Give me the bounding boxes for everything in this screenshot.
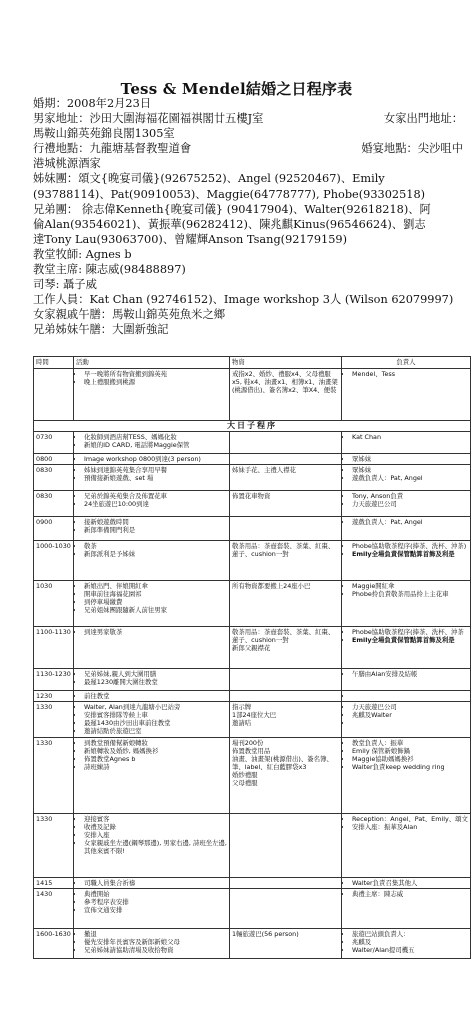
activity-cell-list: [76, 879, 227, 887]
section-title: 大日子程序: [34, 421, 471, 432]
items-cell: 姊妹手花、主禮人襟花: [230, 465, 342, 491]
time-cell: 1230: [34, 691, 74, 702]
list-item: • 典禮開始: [84, 890, 227, 898]
person-cell-list: [344, 433, 468, 441]
list-item: • Walter負責召集其他人: [352, 879, 468, 887]
table-row: [34, 702, 471, 738]
activity-cell: [74, 878, 230, 889]
list-item: • Emily全場負責保管黠算首飾及利是: [352, 550, 468, 558]
header-info: [33, 96, 463, 338]
list-item: • 收禮及記錄: [84, 823, 227, 831]
person-cell-list: [344, 518, 468, 526]
list-item: • 24坐旅遊巴10:00到達: [84, 500, 227, 508]
person-cell-list: [344, 628, 468, 644]
table-row: [34, 878, 471, 889]
person-cell: [342, 702, 471, 738]
activity-cell: [74, 738, 230, 814]
person-cell: [342, 369, 471, 421]
list-item: • 兄弟於錦英苑集合及佈置花車: [84, 492, 227, 500]
list-item: • Emily 保管新娘飾鍋: [352, 747, 468, 755]
list-item: • Maggie開紅傘: [352, 582, 468, 590]
person-cell: [342, 491, 471, 517]
list-item: • Phobe協助敬茶程序(捧茶、洗杯、沖茶: [352, 628, 468, 636]
time-cell: 1430: [34, 889, 74, 929]
time-cell: 1000-1030: [34, 541, 74, 581]
wedding-date: 婚期：2008年2月23日: [33, 97, 152, 110]
items-cell: [230, 669, 342, 691]
list-item: • 姊妹到達錦英苑集合享用早餐: [84, 466, 227, 474]
list-item: • 典禮主席：陳志威: [352, 890, 468, 898]
activity-cell-list: [76, 455, 227, 463]
person-cell: [342, 541, 471, 581]
list-item: [352, 692, 468, 700]
list-item: • 參考程序表安排: [84, 898, 227, 906]
activity-cell-list: [76, 815, 227, 855]
time-cell: 1600-1630: [34, 929, 74, 959]
time-cell: 0730: [34, 432, 74, 454]
person-cell: [342, 581, 471, 627]
venue-line: [33, 141, 463, 156]
groom-address: 男家地址：沙田大圍海福花園福祺閣廿五樓J室: [33, 112, 264, 126]
list-item: • Kat Chan: [352, 433, 468, 441]
activity-cell-list: [76, 930, 227, 954]
list-item: • Image workshop 0800到達(3 person): [84, 455, 227, 463]
list-item: • 女家親戚坐左邊(鋼琴那邊), 男家右邊, 詩班坐左邊, 其他來賓不限!: [84, 839, 227, 855]
person-cell-list: [344, 703, 468, 727]
list-item: • 兄弟姐妹團跟隨新人前往男家: [84, 606, 227, 614]
table-row: [34, 669, 471, 691]
table-row: [34, 581, 471, 627]
list-item: • 化妝師到酒店幫TESS、媽媽化妝: [84, 433, 227, 441]
list-item: • 優先安排年長賓客及新郎新娘父母: [84, 938, 227, 946]
bride-family-lunch: 女家親戚午膳：馬鞍山錦英苑魚米之鄉: [33, 308, 226, 322]
list-item: • Walter負責keep wedding ring: [352, 763, 468, 771]
schedule-table: [33, 356, 471, 959]
activity-cell-list: [76, 692, 227, 700]
ceremony-venue: 行禮地點：九龍塘基督教聖道會: [33, 142, 192, 156]
list-item: • 邀請結點於旅遊巴室: [84, 727, 227, 735]
activity-cell: [74, 517, 230, 541]
list-item: • Walter, Alan到達九龍塘小巴站旁: [84, 703, 227, 711]
list-item: • 佈置教堂Agnes b: [84, 755, 227, 763]
activity-cell: [74, 889, 230, 929]
items-cell: [230, 691, 342, 702]
person-cell-list: [344, 815, 468, 831]
table-row: [34, 454, 471, 465]
list-item: • 兄弟姊妹,親人到大圍用膳: [84, 670, 227, 678]
time-cell: 1330: [34, 702, 74, 738]
items-cell: 佈置花車物資: [230, 491, 342, 517]
table-row: [34, 432, 471, 454]
table-row: [34, 517, 471, 541]
list-item: • 新郎準備開門利是: [84, 526, 227, 534]
list-item: • 旅遊巴站頭負責人：: [352, 930, 468, 938]
activity-cell: [74, 465, 230, 491]
activity-cell-list: [76, 703, 227, 735]
list-item: • 最遲1430由沙田出車前往教堂: [84, 719, 227, 727]
person-cell: [342, 929, 471, 959]
list-item: [352, 719, 468, 727]
person-cell: [342, 432, 471, 454]
time-cell: 1330: [34, 738, 74, 814]
list-item: • 撤退: [84, 930, 227, 938]
brothers-lunch: 兄弟姊妹午膳：大圍新強記: [33, 323, 169, 337]
activity-cell: [74, 541, 230, 581]
time-cell: 1330: [34, 814, 74, 878]
list-item: • 遊戲負責人：Pat, Angel: [352, 518, 468, 526]
activity-cell: [74, 369, 230, 421]
activity-cell-list: [76, 466, 227, 482]
list-item: • Reception：Angel、Pat、Emily、頌文: [352, 815, 468, 823]
activity-cell-list: [76, 739, 227, 771]
list-item: • 詩班練詩: [84, 763, 227, 771]
items-cell: [230, 814, 342, 878]
person-cell: [342, 465, 471, 491]
activity-cell: [74, 491, 230, 517]
table-row: [34, 541, 471, 581]
person-cell: [342, 738, 471, 814]
person-cell-list: [344, 466, 468, 482]
list-item: • 迎接賓客: [84, 815, 227, 823]
list-item: • 力天旅遊巴公司: [352, 703, 468, 711]
list-item: • Phobe拎負責敬茶用品拎上主花車: [352, 590, 468, 598]
items-cell: 場刊200份 佈置教堂用品 油畫、油畫架(桃源借出)、簽名簿、筆、label、紅白藍膠袋x3 婚紗禮服 父母禮服: [230, 738, 342, 814]
col-header-activity: 活動: [74, 357, 230, 369]
person-cell: [342, 454, 471, 465]
activity-cell-list: [76, 670, 227, 686]
person-cell: [342, 669, 471, 691]
activity-cell-list: [76, 542, 227, 558]
pastor: 教堂牧師: Agnes b: [33, 247, 132, 261]
table-row: [34, 627, 471, 669]
time-cell: 1130-1230: [34, 669, 74, 691]
list-item: • 到停車場繳費: [84, 598, 227, 606]
list-item: • Mendel、Tess: [352, 370, 468, 378]
table-row: [34, 814, 471, 878]
table-header-row: [34, 357, 471, 369]
activity-cell: [74, 814, 230, 878]
time-cell: 1030: [34, 581, 74, 627]
list-item: • 兄弟姊妹請協助清場及收拾物資: [84, 946, 227, 954]
host: 教堂主席: 陳志威(98488897): [33, 263, 186, 277]
activity-cell: [74, 432, 230, 454]
col-header-person: 負責人: [342, 357, 471, 369]
person-cell-list: [344, 879, 468, 887]
activity-cell: [74, 581, 230, 627]
items-cell: 敬茶用品：茶壺套裝、茶葉、紅棗、蓮子、cushion一對 新郎父親襟花: [230, 627, 342, 669]
activity-cell: [74, 691, 230, 702]
list-item: • 眾姊妹: [352, 466, 468, 474]
table-row: [34, 738, 471, 814]
list-item: • 早一晚將所有物資搬到錦英苑: [84, 370, 227, 378]
list-item: • 安排賓客排隊等候上車: [84, 711, 227, 719]
bridesmaids-line-2: (93788114)、Pat(90910053)、Maggie(64778777), Phobe(93302518): [33, 187, 426, 201]
person-cell: [342, 627, 471, 669]
list-item: • 兆麒及Walter: [352, 711, 468, 719]
table-row: [34, 465, 471, 491]
person-cell: [342, 814, 471, 878]
list-item: • 司職人員集合祈禱: [84, 879, 227, 887]
activity-cell-list: [76, 582, 227, 614]
person-cell-list: [344, 455, 468, 463]
table-row: [34, 691, 471, 702]
list-item: • 新郎派利是予姊妹: [84, 550, 227, 558]
activity-cell-list: [76, 628, 227, 636]
organist: 司琴: 聶子威: [33, 278, 97, 292]
list-item: • 開車前往海福花園祁: [84, 590, 227, 598]
person-cell: [342, 878, 471, 889]
bride-address: 馬鞍山錦英苑錦良閣1305室: [33, 127, 175, 141]
list-item: • 午膳由Alan安排及結帳: [352, 670, 468, 678]
list-item: • 教堂負責人：振華: [352, 739, 468, 747]
activity-cell: [74, 454, 230, 465]
list-item: • 安排入座: [84, 831, 227, 839]
time-cell: 0830: [34, 491, 74, 517]
items-cell: 戒指x2、婚紗、禮服x4、父母禮服x5, 鞋x4、油畫x1、相簿x1、油畫架(桃源借出)、簽名簿x2、筆X4、便裝: [230, 369, 342, 421]
list-item: • 新娘的ID CARD, 電話將Maggie保管: [84, 441, 227, 449]
bride-address-label: 女家出門地址：: [383, 112, 463, 126]
section-row: [34, 421, 471, 432]
time-cell: 1100-1130: [34, 627, 74, 669]
items-cell: [230, 454, 342, 465]
list-item: • Emily全場負責保管黠算首飾及利是: [352, 636, 468, 644]
person-cell-list: [344, 930, 468, 954]
list-item: • 預備接新娘遊戲、set 場: [84, 474, 227, 482]
list-item: • 新娘出門、伴娘開紅傘: [84, 582, 227, 590]
list-item: • 兆麒及: [352, 938, 468, 946]
table-row: [34, 929, 471, 959]
items-cell: 指示牌 1部24座位大巴 邀請咭: [230, 702, 342, 738]
bridesmaids-line-1: 姊妹團：頌文{晚宴司儀}(92675252)、Angel (92520467)、Emily: [33, 172, 385, 186]
list-item: • Walter/Alan提司機五: [352, 946, 468, 954]
groomsmen-line-2: 倫Alan(93546021)、黃振華(96282412)、陳兆麒Kinus(96546624)、劉志: [33, 217, 426, 231]
person-cell-list: [344, 492, 468, 508]
items-cell: [230, 889, 342, 929]
time-cell: 0830: [34, 465, 74, 491]
time-cell: [34, 369, 74, 421]
table-row: [34, 491, 471, 517]
list-item: • 眾姊妹: [352, 455, 468, 463]
time-cell: 0800: [34, 454, 74, 465]
list-item: • Tony, Anson負責: [352, 492, 468, 500]
list-item: • 敬茶: [84, 542, 227, 550]
staff: 工作人員：Kat Chan (92746152)、Image workshop 3人 (Wilson 62079997): [33, 293, 454, 307]
list-item: • 晚上禮服搬到桃源: [84, 378, 227, 386]
person-cell-list: [344, 692, 468, 700]
items-cell: 所有物資都要搬上24座小巴: [230, 581, 342, 627]
activity-cell-list: [76, 518, 227, 534]
items-cell: [230, 432, 342, 454]
activity-cell-list: [76, 370, 227, 386]
person-cell: [342, 517, 471, 541]
list-item: • 宣佈文通安排: [84, 906, 227, 914]
person-cell-list: [344, 582, 468, 598]
banquet-venue-label: 婚宴地點：尖沙咀中: [361, 142, 463, 156]
groomsmen-line-1: 兄弟團： 徐志偉Kenneth{晚宴司儀} (90417904)、Walter(92618218)、阿: [33, 202, 431, 216]
table-row: [34, 369, 471, 421]
person-cell-list: [344, 370, 468, 378]
list-item: • 力天旅遊巴公司: [352, 500, 468, 508]
list-item: • 新娘轉妝及婚紗, 媽媽換衫: [84, 747, 227, 755]
activity-cell: [74, 929, 230, 959]
person-cell: [342, 889, 471, 929]
activity-cell: [74, 627, 230, 669]
time-cell: 1415: [34, 878, 74, 889]
table-body: [34, 369, 471, 959]
activity-cell: [74, 669, 230, 691]
banquet-venue: 港城桃源酒家: [33, 157, 101, 171]
page-title: Tess & Mendel結婚之日程序表: [120, 80, 353, 98]
activity-cell-list: [76, 890, 227, 914]
table-row: [34, 889, 471, 929]
col-header-items: 物資: [230, 357, 342, 369]
time-cell: 0900: [34, 517, 74, 541]
list-item: • 到教堂預備幫新娘轉妝: [84, 739, 227, 747]
list-item: • 到達男家敬茶: [84, 628, 227, 636]
person-cell: [342, 691, 471, 702]
items-cell: 敬茶用品：茶壺套裝、茶葉、紅棗、蓮子、cushion一對: [230, 541, 342, 581]
groomsmen-line-3: 達Tony Lau(93063700)、曾耀輝Anson Tsang(92179159): [33, 232, 347, 246]
list-item: • 安排入座：振華及Alan: [352, 823, 468, 831]
items-cell: [230, 517, 342, 541]
list-item: • 前往教堂: [84, 692, 227, 700]
col-header-time: 時間: [34, 357, 74, 369]
activity-cell: [74, 702, 230, 738]
person-cell-list: [344, 542, 468, 558]
list-item: • 最遲1230離開大圍往教堂: [84, 678, 227, 686]
activity-cell-list: [76, 433, 227, 449]
person-cell-list: [344, 890, 468, 898]
list-item: • 遊戲負責人：Pat, Angel: [352, 474, 468, 482]
person-cell-list: [344, 670, 468, 678]
list-item: • Maggie協助媽媽換衫: [352, 755, 468, 763]
list-item: • Phobe協助敬茶程序(捧茶、洗杯、沖茶): [352, 542, 468, 550]
person-cell-list: [344, 739, 468, 771]
items-cell: 1輛旅遊巴(56 person): [230, 929, 342, 959]
list-item: • 接新娘遊戲時間: [84, 518, 227, 526]
items-cell: [230, 878, 342, 889]
activity-cell-list: [76, 492, 227, 508]
address-line: [33, 111, 463, 126]
